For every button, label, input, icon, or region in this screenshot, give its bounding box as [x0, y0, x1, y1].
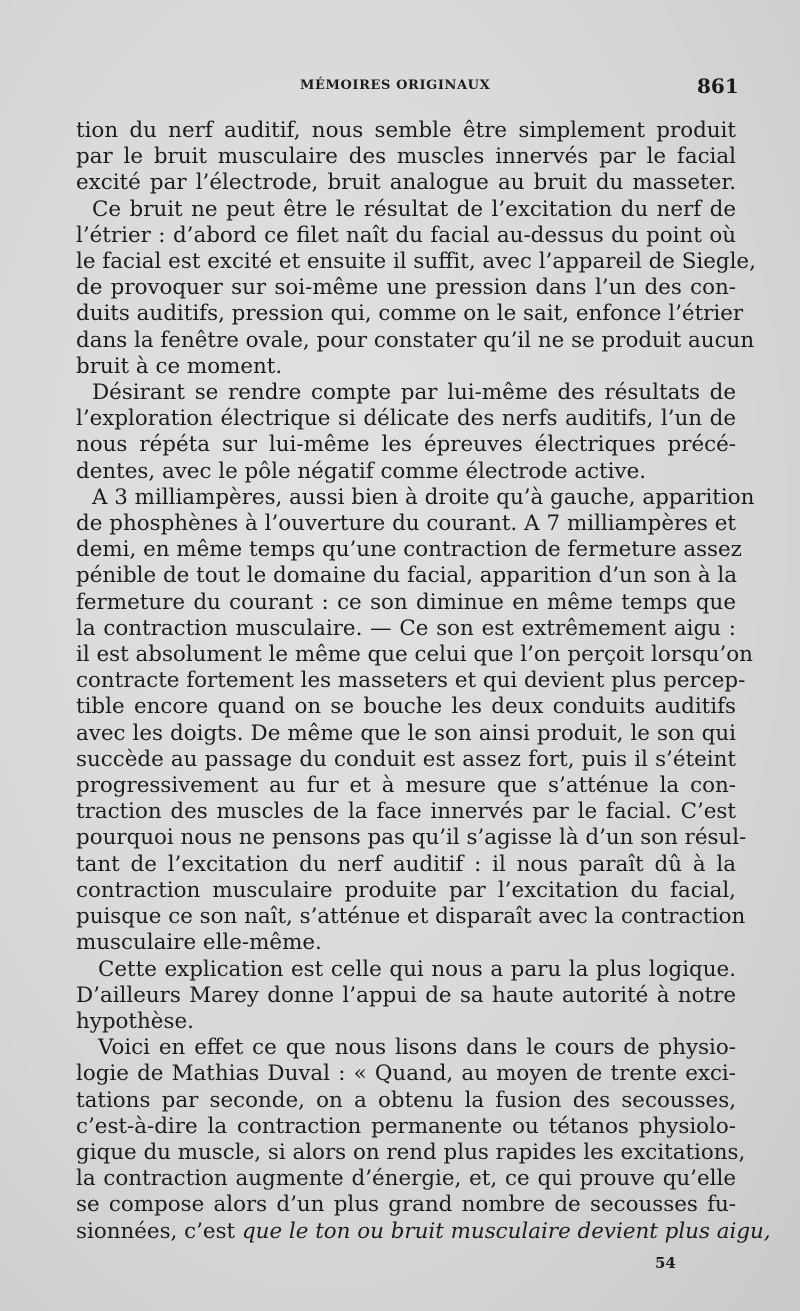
text-line: bruit à ce moment. [76, 353, 283, 379]
text-line: tations par seconde, on a obtenu la fusion des secousses, [76, 1087, 736, 1113]
text-line: D’ailleurs Marey donne l’appui de sa haute autorité à notre [76, 982, 736, 1008]
text-line: dentes, avec le pôle négatif comme électrode active. [76, 458, 647, 484]
text-line: tant de l’excitation du nerf auditif : il nous paraît dû à la [76, 851, 736, 877]
text-line: nous répéta sur lui-même les épreuves électriques précé- [76, 432, 736, 458]
page-number: 861 [697, 74, 739, 98]
text-line: pénible de tout le domaine du facial, apparition d’un son à la [76, 563, 737, 589]
text-line: demi, en même temps qu’une contraction de fermeture assez [76, 537, 742, 563]
text-line: logie de Mathias Duval : « Quand, au moyen de trente exci- [76, 1061, 736, 1087]
text-line: de provoquer sur soi-même une pression dans l’un des con- [76, 275, 736, 301]
running-head [0, 74, 800, 100]
body-text [76, 118, 771, 1245]
text-line: tible encore quand on se bouche les deux conduits auditifs [76, 694, 736, 720]
text-line: la contraction musculaire. — Ce son est extrêmement aigu : [76, 615, 736, 641]
text-line: hypothèse. [76, 1008, 194, 1034]
text-line: progressivement au fur et à mesure que s’atténue la con- [76, 773, 736, 799]
text-line: c’est-à-dire la contraction permanente ou tétanos physiolo- [76, 1113, 736, 1139]
text-line: par le bruit musculaire des muscles innervés par le facial [76, 144, 736, 170]
text-line: la contraction augmente d’énergie, et, ce qui prouve qu’elle [76, 1166, 736, 1192]
text-line-final [76, 1218, 771, 1245]
text-line: gique du muscle, si alors on rend plus rapides les excitations, [76, 1139, 746, 1165]
text-line: musculaire elle-même. [76, 930, 322, 956]
text-line: excité par l’électrode, bruit analogue au bruit du masseter. [76, 170, 736, 196]
text-line: Cette explication est celle qui nous a paru la plus logique. [98, 956, 736, 982]
text-line: l’étrier : d’abord ce filet naît du facial au-dessus du point où [76, 222, 736, 248]
text-line: dans la fenêtre ovale, pour constater qu’il ne se produit aucun [76, 327, 755, 353]
text-line: fermeture du courant : ce son diminue en même temps que [76, 589, 736, 615]
text-line: se compose alors d’un plus grand nombre de secousses fu- [76, 1192, 736, 1218]
text-line: tion du nerf auditif, nous semble être simplement produit [76, 118, 736, 143]
text-line: pourquoi nous ne pensons pas qu’il s’agisse là d’un son résul- [76, 825, 747, 851]
text-line: puisque ce son naît, s’atténue et disparaît avec la contraction [76, 904, 746, 930]
text-line: l’exploration électrique si délicate des nerfs auditifs, l’un de [76, 406, 736, 432]
text-line: succède au passage du conduit est assez fort, puis il s’éteint [76, 746, 736, 772]
signature-mark: 54 [655, 1254, 676, 1272]
text-line: le facial est excité et ensuite il suffit, avec l’appareil de Siegle, [76, 249, 756, 275]
text-line: contraction musculaire produite par l’excitation du facial, [76, 877, 736, 903]
text-line: Désirant se rendre compte par lui-même des résultats de [92, 380, 736, 406]
italic-quote: que le ton ou bruit musculaire devient plus aigu, [241, 1218, 771, 1244]
text-line: il est absolument le même que celui que l’on perçoit lorsqu’on [76, 642, 753, 668]
text-line: traction des muscles de la face innervés par le facial. C’est [76, 799, 736, 825]
text-line: duits auditifs, pression qui, comme on le sait, enfonce l’étrier [76, 301, 744, 327]
text-line: Ce bruit ne peut être le résultat de l’excitation du nerf de [92, 196, 736, 222]
text-line-start: sionnées, c’est [76, 1218, 242, 1244]
text-line: avec les doigts. De même que le son ainsi produit, le son qui [76, 720, 736, 746]
text-line: contracte fortement les masseters et qui devient plus percep- [76, 668, 746, 694]
text-line: de phosphènes à l’ouverture du courant. A 7 milliampères et [76, 511, 736, 537]
running-head-title: MÉMOIRES ORIGINAUX [300, 78, 491, 93]
text-line: Voici en effet ce que nous lisons dans le cours de physio- [98, 1035, 736, 1061]
text-line: A 3 milliampères, aussi bien à droite qu’à gauche, apparition [92, 484, 755, 510]
